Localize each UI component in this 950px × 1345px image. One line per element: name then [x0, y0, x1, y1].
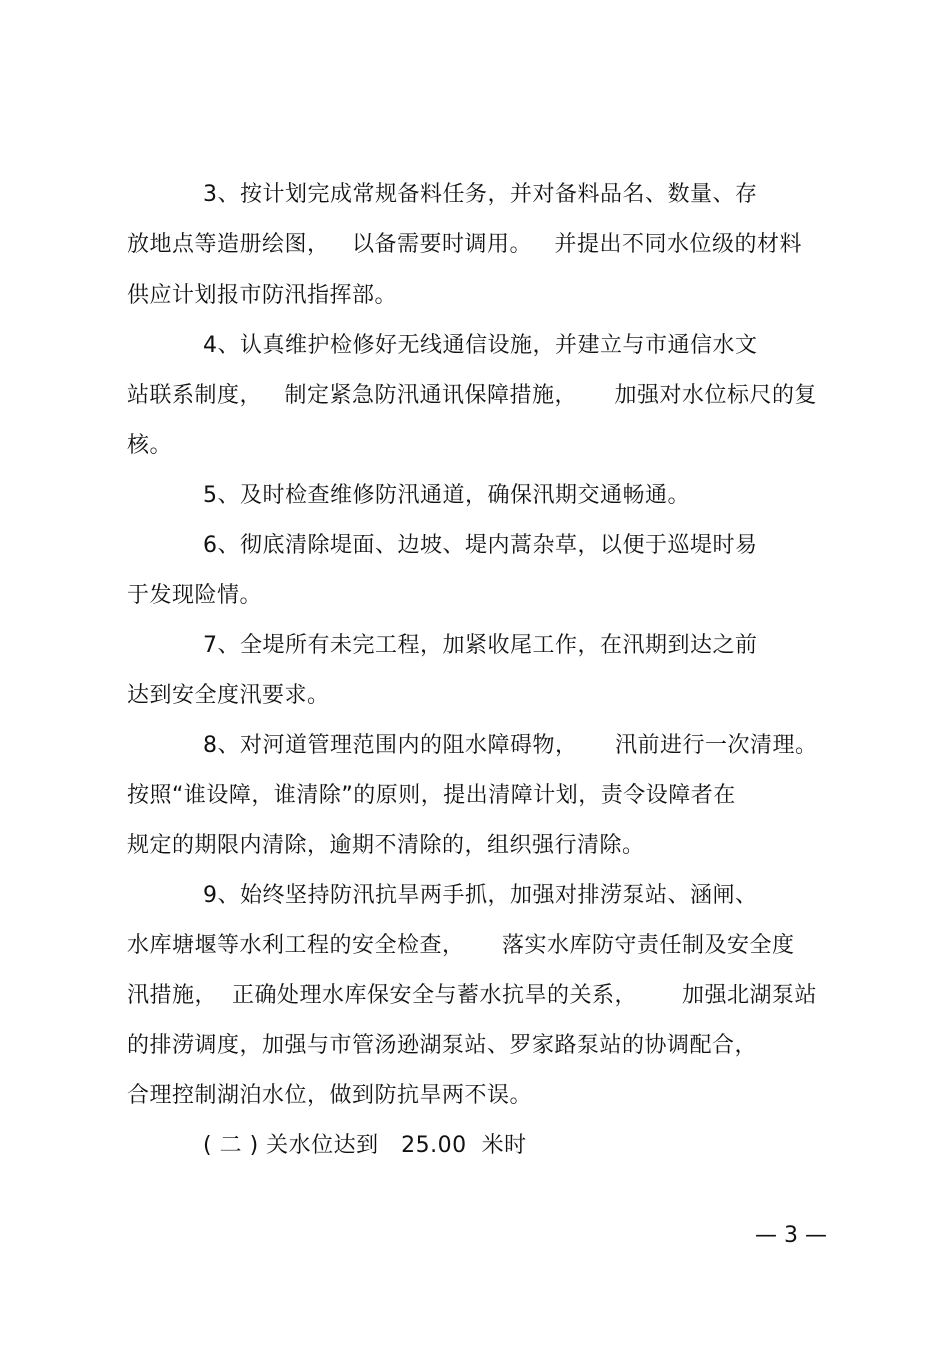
paragraph-9-line-2: 水库塘堰等水利工程的安全检查， 落实水库防守责任制及安全度: [127, 933, 795, 958]
paragraph-6-line-1: 6、彻底清除堤面、边坡、堤内蒿杂草，以便于巡堤时易: [203, 533, 758, 558]
paragraph-3-line-2: 放地点等造册绘图， 以备需要时调用。 并提出不同水位级的材料: [127, 232, 802, 257]
paragraph-9-line-3: 汛措施， 正确处理水库保安全与蓄水抗旱的关系， 加强北湖泵站: [127, 983, 817, 1008]
paragraph-3-line-1: 3、按计划完成常规备料任务，并对备料品名、数量、存: [203, 182, 758, 207]
paragraph-7-line-2: 达到安全度汛要求。: [127, 683, 330, 708]
paragraph-4-line-3: 核。: [127, 433, 173, 458]
paragraph-9-line-1: 9、始终坚持防汛抗旱两手抓，加强对排涝泵站、涵闸、: [203, 883, 758, 908]
paragraph-5-line-1: 5、及时检查维修防汛通道，确保汛期交通畅通。: [203, 483, 690, 508]
paragraph-7-line-1: 7、全堤所有未完工程，加紧收尾工作，在汛期到达之前: [203, 633, 758, 658]
paragraph-9-line-4: 的排涝调度，加强与市管汤逊湖泵站、罗家路泵站的协调配合，: [127, 1033, 758, 1058]
paragraph-9-line-5: 合理控制湖泊水位，做到防抗旱两不误。: [127, 1083, 533, 1108]
paragraph-8-line-2: 按照“谁设障，谁清除”的原则，提出清障计划，责令设障者在: [127, 783, 736, 808]
paragraph-4-line-1: 4、认真维护检修好无线通信设施，并建立与市通信水文: [203, 333, 758, 358]
section-heading-two: ( 二 ) 关水位达到 25.00 米时: [203, 1133, 527, 1158]
paragraph-6-line-2: 于发现险情。: [127, 583, 263, 608]
paragraph-3-line-3: 供应计划报市防汛指挥部。: [127, 283, 398, 308]
paragraph-8-line-1: 8、对河道管理范围内的阻水障碍物， 汛前进行一次清理。: [203, 733, 818, 758]
paragraph-4-line-2: 站联系制度， 制定紧急防汛通讯保障措施， 加强对水位标尺的复: [127, 383, 817, 408]
paragraph-8-line-3: 规定的期限内清除，逾期不清除的，组织强行清除。: [127, 833, 645, 858]
page-number: — 3 —: [755, 1223, 827, 1248]
